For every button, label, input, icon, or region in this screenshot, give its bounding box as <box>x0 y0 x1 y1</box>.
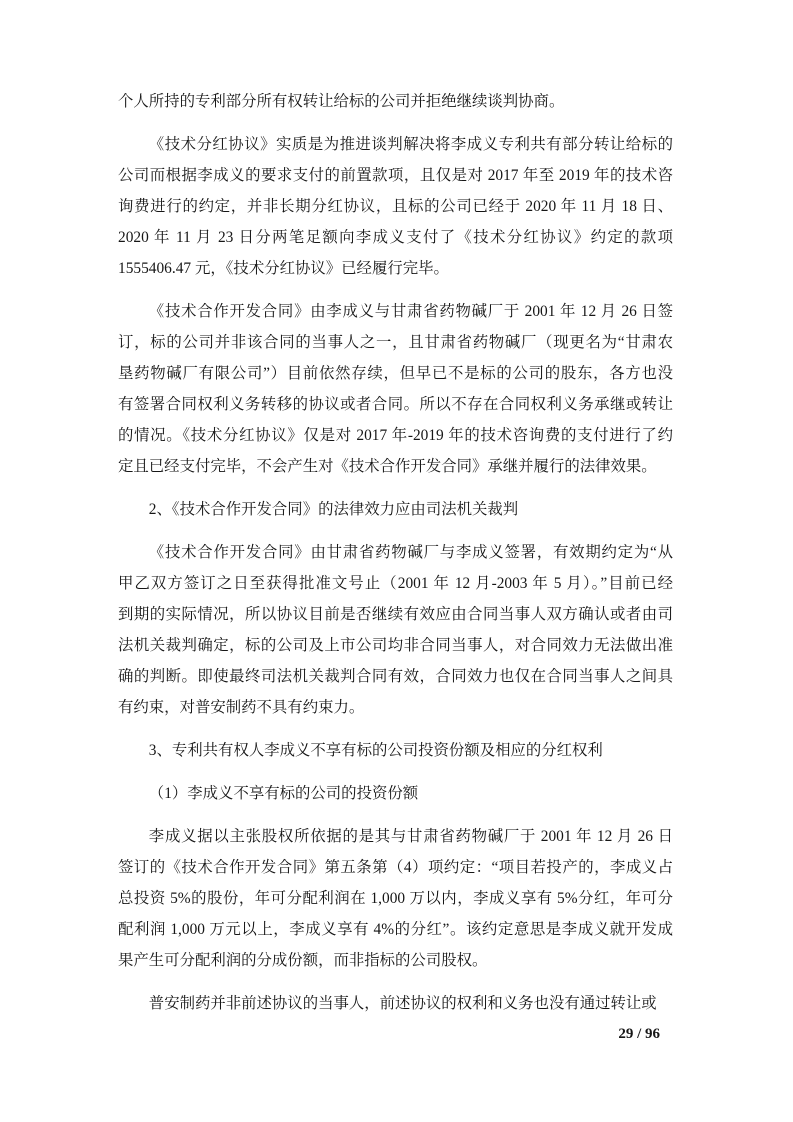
text-line: 确的判断。即使最终司法机关裁判合同有效，合同效力也仅在合同当事人之间具 <box>118 668 673 685</box>
document-body <box>118 86 673 1019</box>
text-line: 李成义据以主张股权所依据的是其与甘肃省药物碱厂于 2001 年 12 月 26 日 <box>148 828 673 845</box>
text-line: 订，标的公司并非该合同的当事人之一，且甘肃省药物碱厂（现更名为“甘肃农 <box>118 334 673 351</box>
paragraph <box>118 296 673 482</box>
text-line: 询费进行的约定，并非长期分红协议，且标的公司已经于 2020 年 11 月 18 日、 <box>118 198 673 215</box>
text-line: 1555406.47 元，《技术分红协议》已经履行完毕。 <box>118 260 449 277</box>
text-line: 配利润 1,000 万元以上，李成义享有 4%的分红”。该约定意思是李成义就开发成 <box>118 921 673 938</box>
text-line: 3、专利共有权人李成义不享有标的公司投资份额及相应的分红权利 <box>148 742 603 759</box>
text-line: 有约束，对普安制药不具有约束力。 <box>118 699 365 716</box>
text-line: 个人所持的专利部分所有权转让给标的公司并拒绝继续谈判协商。 <box>118 93 565 110</box>
paragraph <box>118 988 673 1019</box>
subheading <box>118 778 673 809</box>
text-line: 果产生可分配利润的分成份额，而非指标的公司股权。 <box>118 952 488 969</box>
text-line: 2、《技术合作开发合同》的法律效力应由司法机关裁判 <box>148 501 519 518</box>
text-line: 《技术合作开发合同》由甘肃省药物碱厂与李成义签署，有效期约定为“从 <box>148 544 673 561</box>
text-line: 到期的实际情况，所以协议目前是否继续有效应由合同当事人双方确认或者由司 <box>118 606 673 623</box>
text-line: （1）李成义不享有标的公司的投资份额 <box>148 785 419 802</box>
text-line: 的情况。《技术分红协议》仅是对 2017 年-2019 年的技术咨询费的支付进行了约 <box>118 427 673 444</box>
text-line: 签订的《技术合作开发合同》第五条第（4）项约定：“项目若投产的，李成义占 <box>118 859 673 876</box>
paragraph <box>118 821 673 976</box>
heading <box>118 494 673 525</box>
text-line: 2020 年 11 月 23 日分两笔足额向李成义支付了《技术分红协议》约定的款项 <box>118 229 673 246</box>
text-line: 公司而根据李成义的要求支付的前置款项，且仅是对 2017 年至 2019 年的技术咨 <box>118 167 673 184</box>
page-number: 29 / 96 <box>618 1026 660 1042</box>
text-line: 普安制药并非前述协议的当事人，前述协议的权利和义务也没有通过转让或 <box>148 995 657 1012</box>
text-line: 甲乙双方签订之日至获得批准文号止（2001 年 12 月-2003 年 5 月）。”目前已经 <box>118 575 673 592</box>
paragraph <box>118 129 673 284</box>
continuation-paragraph <box>118 86 673 117</box>
text-line: 总投资 5%的股份，年可分配利润在 1,000 万以内，李成义享有 5%分红，年可分 <box>118 890 673 907</box>
heading <box>118 735 673 766</box>
text-line: 有签署合同权利义务转移的协议或者合同。所以不存在合同权利义务承继或转让 <box>118 396 673 413</box>
text-line: 定且已经支付完毕，不会产生对《技术合作开发合同》承继并履行的法律效果。 <box>118 458 657 475</box>
text-line: 法机关裁判确定，标的公司及上市公司均非合同当事人，对合同效力无法做出准 <box>118 637 673 654</box>
paragraph <box>118 537 673 723</box>
text-line: 《技术合作开发合同》由李成义与甘肃省药物碱厂于 2001 年 12 月 26 日签 <box>148 303 673 320</box>
text-line: 《技术分红协议》实质是为推进谈判解决将李成义专利共有部分转让给标的 <box>148 136 673 153</box>
text-line: 垦药物碱厂有限公司”）目前依然存续，但早已不是标的公司的股东，各方也没 <box>118 365 673 382</box>
